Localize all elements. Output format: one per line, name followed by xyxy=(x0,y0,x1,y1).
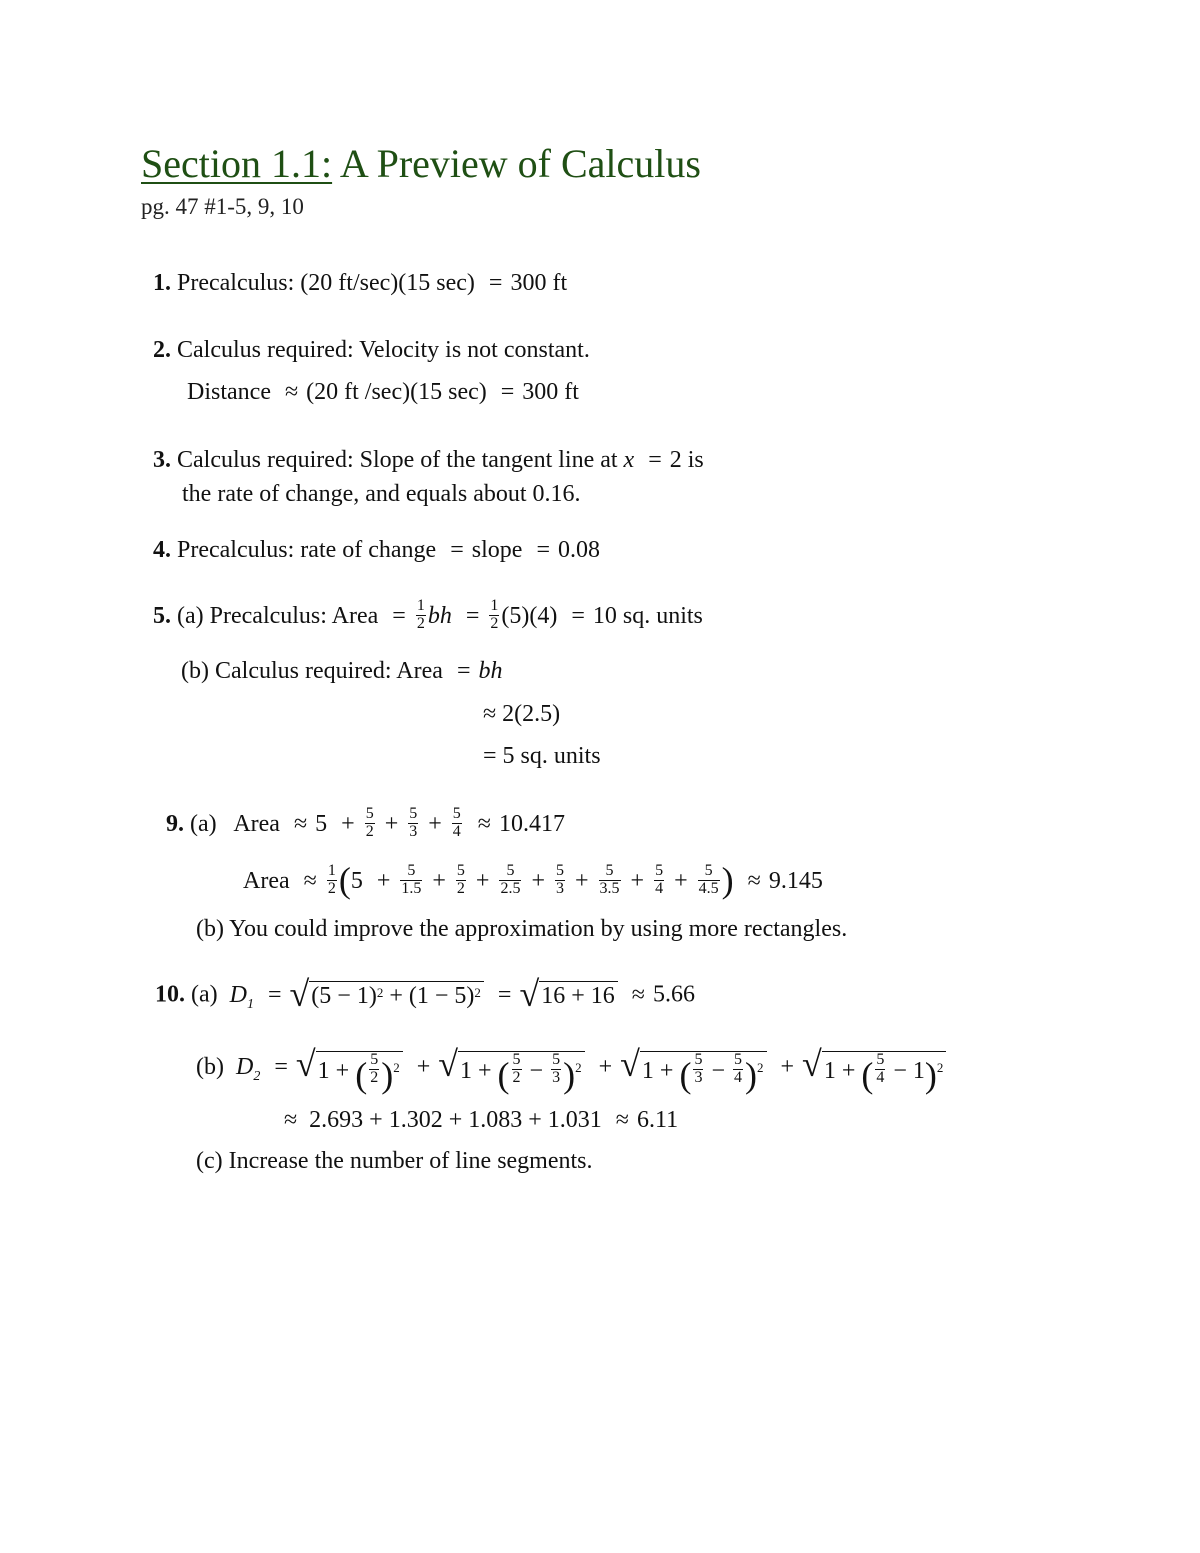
problem-number: 9. xyxy=(166,810,184,837)
problem-5b xyxy=(181,659,502,683)
approx-sign: ≈ xyxy=(477,810,491,837)
fraction: $\frac{5}{3}$ xyxy=(409,805,418,840)
result: 5 sq. units xyxy=(502,743,601,769)
plus-sign: + xyxy=(341,810,355,837)
plus-sign: + xyxy=(674,868,688,894)
fraction-half: $\frac{1}{2}$ xyxy=(327,862,336,897)
open-paren: ( xyxy=(338,860,351,900)
sum-terms xyxy=(333,805,464,840)
area-label: Area xyxy=(243,868,290,894)
problem-text-end: 2 is xyxy=(669,447,704,473)
close-paren: ) xyxy=(721,860,734,900)
square-root: √ 1 + ( $\frac{5}{2}$ ) $^2$ xyxy=(296,1048,403,1089)
plus-sign: + xyxy=(598,1053,613,1080)
bh-term: bh xyxy=(478,658,503,684)
part-label: (a) xyxy=(191,981,218,1008)
problem-3-line-2: the rate of change, and equals about 0.16. xyxy=(182,481,581,507)
problem-10a xyxy=(155,974,695,1014)
problem-5b-step-3 xyxy=(483,744,601,768)
fraction: $\frac{5}{2.5}$ xyxy=(500,862,521,897)
part-label: (a) xyxy=(177,602,204,629)
approx-sign: ≈ xyxy=(303,868,317,894)
problem-number: 1. xyxy=(153,270,171,296)
part-label: (b) xyxy=(196,1053,224,1080)
area-label: Area xyxy=(331,602,379,629)
result: 10 sq. units xyxy=(592,602,703,629)
equals-sign: = xyxy=(648,447,662,473)
problem-4 xyxy=(153,538,600,562)
approx-sign: ≈ xyxy=(284,1107,298,1133)
plus-sign: + xyxy=(475,868,490,894)
answer-text: You could improve the approximation by using more rectangles. xyxy=(229,916,848,942)
fraction: $\frac{5}{2}$ xyxy=(365,805,374,840)
problem-3 xyxy=(153,448,704,472)
first-term: 5 xyxy=(350,868,363,894)
equals-sign: = xyxy=(456,658,471,684)
plus-sign: + xyxy=(780,1053,795,1080)
problem-5a xyxy=(153,597,703,635)
problem-9b xyxy=(196,917,847,941)
plus-sign: + xyxy=(531,868,545,894)
expr-velocity: (20 ft /sec) xyxy=(306,379,411,405)
bh-term: bh xyxy=(427,602,452,629)
problem-10b xyxy=(196,1044,946,1095)
page-title xyxy=(141,140,701,187)
problem-number: 10. xyxy=(155,981,185,1008)
equals-sign: = xyxy=(450,537,464,563)
problem-9a-line-1 xyxy=(166,805,565,843)
result: 9.145 xyxy=(768,868,823,894)
approx-sign: ≈ xyxy=(293,810,308,837)
result: 300 ft xyxy=(510,270,568,296)
plus-sign: + xyxy=(432,868,446,894)
equals-sign: = xyxy=(267,981,282,1008)
fraction: $\frac{5}{2}$ xyxy=(456,862,465,897)
equals-sign: = xyxy=(465,602,480,629)
square-root: √ 1 + ( $\frac{5}{2}$ − $\frac{5}{3}$ ) $^2$ xyxy=(438,1048,584,1089)
problem-label: Calculus required: xyxy=(214,658,392,684)
part-label: (b) xyxy=(196,916,224,942)
square-root: √ (5 − 1) $^2$ + (1 − 5) $^2$ xyxy=(290,978,484,1014)
distance-label: Distance xyxy=(187,379,271,405)
fraction-half: $\frac{1}{2}$ xyxy=(490,597,499,632)
approx-sign: ≈ xyxy=(747,868,761,894)
fraction: $\frac{5}{3}$ xyxy=(556,862,564,897)
problem-2 xyxy=(153,338,590,362)
problem-number: 2. xyxy=(153,337,171,363)
square-root: √ 1 + ( $\frac{5}{3}$ − $\frac{5}{4}$ ) $^2$ xyxy=(620,1048,766,1089)
fraction: $\frac{5}{3.5}$ xyxy=(599,862,620,897)
plus-sign: + xyxy=(630,868,645,894)
problem-label: Precalculus: xyxy=(177,270,295,296)
result: 5.66 xyxy=(652,981,695,1008)
plus-sign: + xyxy=(384,810,399,837)
section-title: A Preview of Calculus xyxy=(332,141,701,186)
equals-sign: = xyxy=(536,537,550,563)
equals-sign: = xyxy=(274,1053,288,1080)
approx-sign: ≈ xyxy=(284,379,299,405)
fraction: $\frac{5}{4}$ xyxy=(655,862,664,897)
fraction: $\frac{5}{4.5}$ xyxy=(698,862,719,897)
distance-d1: $D_1$ xyxy=(229,981,254,1012)
page-reference: pg. 47 #1-5, 9, 10 xyxy=(141,194,304,219)
result: 10.417 xyxy=(498,810,565,837)
term-rate: rate of change xyxy=(300,537,437,563)
term-value: 0.08 xyxy=(557,537,600,563)
first-term: 5 xyxy=(315,810,328,837)
approx-value: 2(2.5) xyxy=(502,701,561,727)
problem-label: Precalculus: xyxy=(209,602,327,629)
plus-sign: + xyxy=(416,1053,431,1080)
approx-sign: ≈ xyxy=(631,981,645,1008)
approx-sign: ≈ xyxy=(483,701,497,727)
problem-text: Calculus required: Slope of the tangent line at xyxy=(177,447,618,473)
problem-10c xyxy=(196,1149,593,1173)
sum-values: 2.693 + 1.302 + 1.083 + 1.031 xyxy=(309,1107,602,1133)
problem-2-equation xyxy=(187,380,579,404)
product: (5)(4) xyxy=(501,602,558,629)
problem-1 xyxy=(153,271,567,295)
answer-text: Increase the number of line segments. xyxy=(228,1148,593,1174)
fraction-half: $\frac{1}{2}$ xyxy=(416,597,425,632)
expr-velocity: (20 ft/sec) xyxy=(300,270,399,296)
sum-terms xyxy=(369,862,722,897)
area-label: Area xyxy=(396,658,443,684)
equals-sign: = xyxy=(392,602,406,629)
plus-sign: + xyxy=(428,810,442,837)
problem-number: 5. xyxy=(153,602,171,629)
result: 6.11 xyxy=(636,1107,679,1133)
equals-sign: = xyxy=(571,602,585,629)
result: 300 ft xyxy=(522,379,579,405)
plus-sign: + xyxy=(376,868,391,894)
equals-sign: = xyxy=(497,981,512,1008)
expr-time: (15 sec) xyxy=(410,379,487,405)
fraction: $\frac{5}{1.5}$ xyxy=(401,862,422,897)
equals-sign: = xyxy=(500,379,515,405)
expr-time: (15 sec) xyxy=(398,270,475,296)
variable-x: x xyxy=(623,447,635,473)
approx-sign: ≈ xyxy=(615,1107,629,1133)
area-label: Area xyxy=(233,810,280,837)
section-number: Section 1.1: xyxy=(141,141,333,186)
problem-10b-line-2 xyxy=(284,1108,678,1132)
problem-text: Calculus required: Velocity is not constant. xyxy=(177,337,590,363)
part-label: (a) xyxy=(190,810,217,837)
problem-number: 4. xyxy=(153,537,171,563)
term-slope: slope xyxy=(471,537,523,563)
problem-label: Precalculus: xyxy=(177,537,295,563)
problem-5b-step-2 xyxy=(483,702,560,726)
problem-number: 3. xyxy=(153,447,171,473)
square-root: √ 1 + ( $\frac{5}{4}$ − 1 ) $^2$ xyxy=(802,1048,946,1089)
plus-sign: + xyxy=(575,868,589,894)
equals-sign: = xyxy=(483,743,497,769)
part-label: (b) xyxy=(181,658,209,684)
square-root: √ 16 + 16 xyxy=(519,978,617,1014)
part-label: (c) xyxy=(196,1148,223,1174)
equals-sign: = xyxy=(488,270,503,296)
distance-d2: $D_2$ xyxy=(235,1053,261,1084)
fraction: $\frac{5}{4}$ xyxy=(452,805,461,840)
problem-9a-line-2 xyxy=(243,862,823,900)
